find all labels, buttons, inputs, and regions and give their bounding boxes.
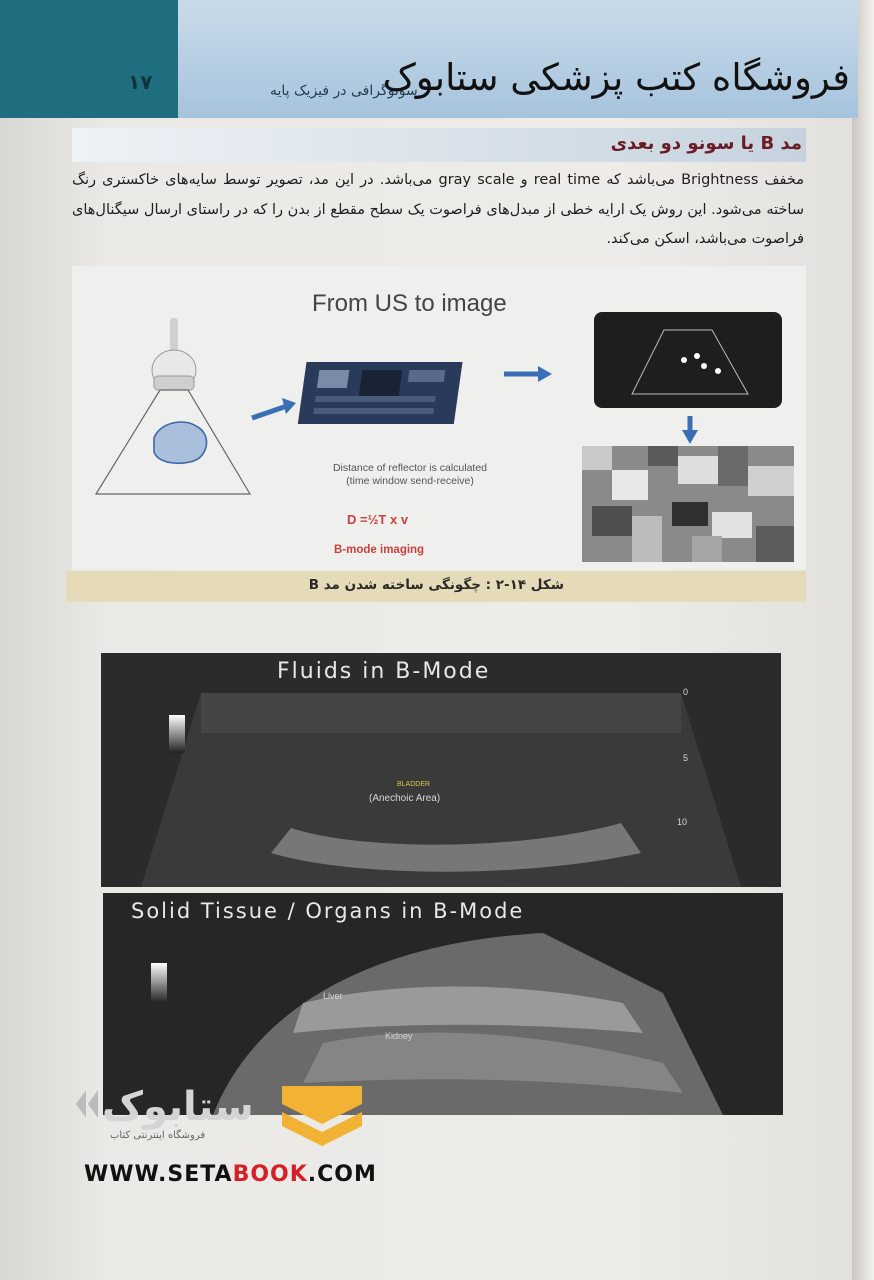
setabook-logo-icon <box>72 1074 372 1154</box>
brand-logotype: ستابوک <box>102 1084 254 1130</box>
kidney-label: Kidney <box>385 1031 413 1041</box>
url-brand: BOOK <box>232 1162 308 1187</box>
store-banner: فروشگاه کتب پزشکی ستابوک <box>382 56 850 99</box>
circuit-board-icon <box>298 362 463 424</box>
figure-caption: شکل ۱۴-۲ : چگونگی ساخته شدن مد B <box>308 577 564 593</box>
pixel-grid-image <box>582 446 794 562</box>
figure-formula: D =½T x v <box>347 512 409 527</box>
bladder-label: BLADDER <box>397 781 431 788</box>
ultrasound-fluids-scan <box>101 653 781 887</box>
body-paragraph: مخفف Brightness می‌باشد که real time و gray scale می‌باشد. در این مد، تصویر توسط سایه‌های خاکستری رنگ ساخته می‌شود. این روش یک ارایه خطی از مبدل‌های فراصوت یک سطح مقطع از بدن را که در راستای ارسال سیگنال‌های فراصوت می‌باشد، اسکن می‌کند. <box>72 172 804 247</box>
figure-title: From US to image <box>312 290 507 317</box>
depth-5-label: 5 <box>683 753 689 763</box>
header-teal-block <box>0 0 178 118</box>
ultrasound-solid-title: Solid Tissue / Organs in B-Mode <box>131 899 525 923</box>
arrow-right-icon <box>504 366 552 382</box>
logo-tagline: فروشگاه اینترنتی کتاب <box>110 1130 206 1141</box>
depth-0-label: 0 <box>683 687 689 697</box>
book-subtitle: سونوگرافی در فیزیک پایه <box>270 83 418 99</box>
section-title: مد B یا سونو دو بعدی <box>610 133 802 154</box>
figure-note-line2: (time window send-receive) <box>346 475 474 487</box>
arrow-down-icon <box>682 416 698 444</box>
page-number: ۱۷ <box>128 70 153 94</box>
ultrasound-fluids-image <box>101 653 781 887</box>
liver-label: Liver <box>323 991 343 1001</box>
url-prefix: WWW.SETA <box>84 1162 233 1187</box>
figure-us-to-image <box>72 266 806 570</box>
anechoic-label: (Anechoic Area) <box>369 793 441 804</box>
url-suffix: .COM <box>307 1162 377 1187</box>
depth-10-label: 10 <box>677 817 688 827</box>
reflector-blob <box>154 422 207 463</box>
figure-note-line1: Distance of reflector is calculated <box>332 462 488 474</box>
page-edge-shadow <box>852 0 874 1280</box>
ultrasound-fluids-title: Fluids in B-Mode <box>277 659 491 684</box>
figure-mode-label: B-mode imaging <box>334 544 425 556</box>
arrow-right-icon <box>252 398 296 418</box>
transducer-icon <box>152 318 196 390</box>
website-url[interactable] <box>84 1162 377 1187</box>
scan-display-image <box>594 312 782 408</box>
figure-note <box>300 462 520 488</box>
